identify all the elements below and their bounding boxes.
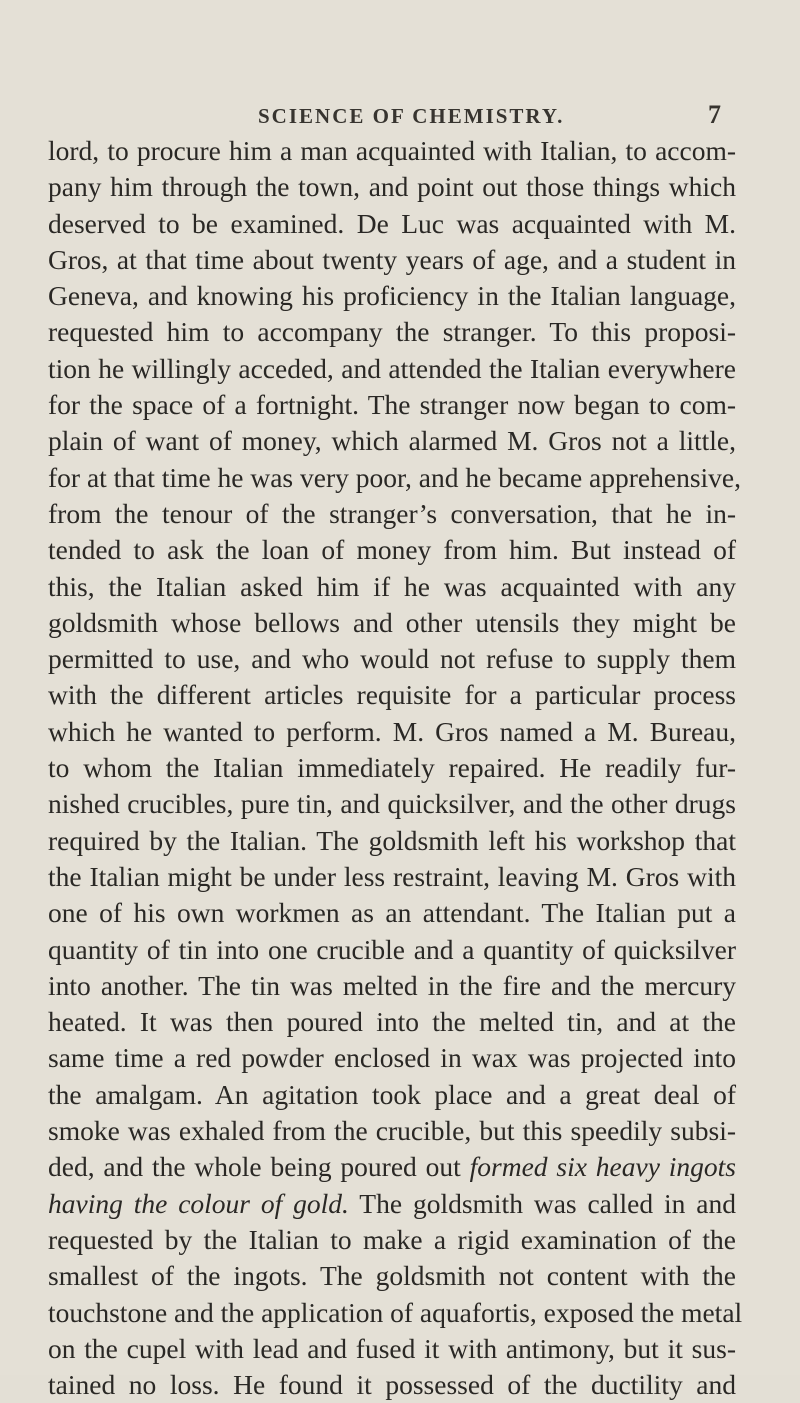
italic-run: formed six heavy ingots	[469, 1151, 736, 1183]
text-line: requested by the Italian to make a rigid examination of the	[48, 1223, 736, 1255]
text-line: permitted to use, and who would not refuse to supply them	[48, 643, 736, 675]
text-line: Gros, at that time about twenty years of age, and a student in	[48, 243, 736, 275]
text-line: goldsmith whose bellows and other utensils they might be	[48, 606, 736, 638]
text-line: deserved to be examined. De Luc was acquainted with M.	[48, 207, 736, 239]
text-line: lord, to procure him a man acquainted with Italian, to accom-	[48, 135, 736, 166]
text-line: tended to ask the loan of money from him. But instead of	[48, 534, 736, 566]
text-line: smallest of the ingots. The goldsmith not content with the	[48, 1260, 736, 1292]
text-line: touchstone and the application of aquafortis, exposed the metal	[48, 1296, 743, 1328]
running-head: SCIENCE OF CHEMISTRY.	[258, 104, 565, 128]
text-line: one of his own workmen as an attendant. The Italian put a	[48, 897, 736, 929]
text-line: nished crucibles, pure tin, and quicksilver, and the other drugs	[48, 788, 736, 820]
text-line: into another. The tin was melted in the fire and the mercury	[48, 969, 736, 1001]
page-number: 7	[708, 100, 721, 129]
text-line-mixed	[48, 1186, 736, 1222]
text-line: requested him to accompany the stranger. To this proposi-	[48, 316, 736, 348]
text-line: tained no loss. He found it possessed of the ductility and	[48, 1369, 736, 1401]
text-line: for the space of a fortnight. The stranger now began to com-	[48, 389, 736, 421]
body-paragraph	[48, 133, 743, 1403]
text-line: required by the Italian. The goldsmith left his workshop that	[48, 824, 736, 856]
text-run: The goldsmith was called in and	[348, 1187, 736, 1219]
text-line: quantity of tin into one crucible and a quantity of quicksilver	[48, 933, 736, 965]
text-line: same time a red powder enclosed in wax was projected into	[48, 1042, 736, 1074]
text-line: smoke was exhaled from the crucible, but this speedily subsi-	[48, 1115, 736, 1147]
text-line: with the different articles requisite for a particular process	[48, 679, 736, 711]
italic-run: having the colour of gold.	[48, 1187, 349, 1219]
text-line: pany him through the town, and point out those things which	[48, 171, 736, 203]
text-line: which he wanted to perform. M. Gros named a M. Bureau,	[48, 715, 736, 747]
text-line: from the tenour of the stranger’s conversation, that he in-	[48, 497, 736, 529]
text-line: the amalgam. An agitation took place and a great deal of	[48, 1078, 736, 1110]
text-line: heated. It was then poured into the melted tin, and at the	[48, 1006, 736, 1038]
text-run: ded, and the whole being poured out	[48, 1151, 470, 1183]
text-line: this, the Italian asked him if he was acquainted with any	[48, 570, 736, 602]
text-line: for at that time he was very poor, and he became apprehensive,	[48, 461, 741, 493]
text-line: the Italian might be under less restraint, leaving M. Gros with	[48, 860, 736, 892]
text-line: Geneva, and knowing his proficiency in the Italian language,	[48, 280, 736, 312]
text-line-mixed	[48, 1149, 736, 1185]
text-line: plain of want of money, which alarmed M. Gros not a little,	[48, 425, 736, 457]
text-line: on the cupel with lead and fused it with antimony, but it sus-	[48, 1332, 736, 1364]
text-line: to whom the Italian immediately repaired. He readily fur-	[48, 752, 736, 784]
text-line: tion he willingly acceded, and attended the Italian everywhere	[48, 352, 736, 384]
